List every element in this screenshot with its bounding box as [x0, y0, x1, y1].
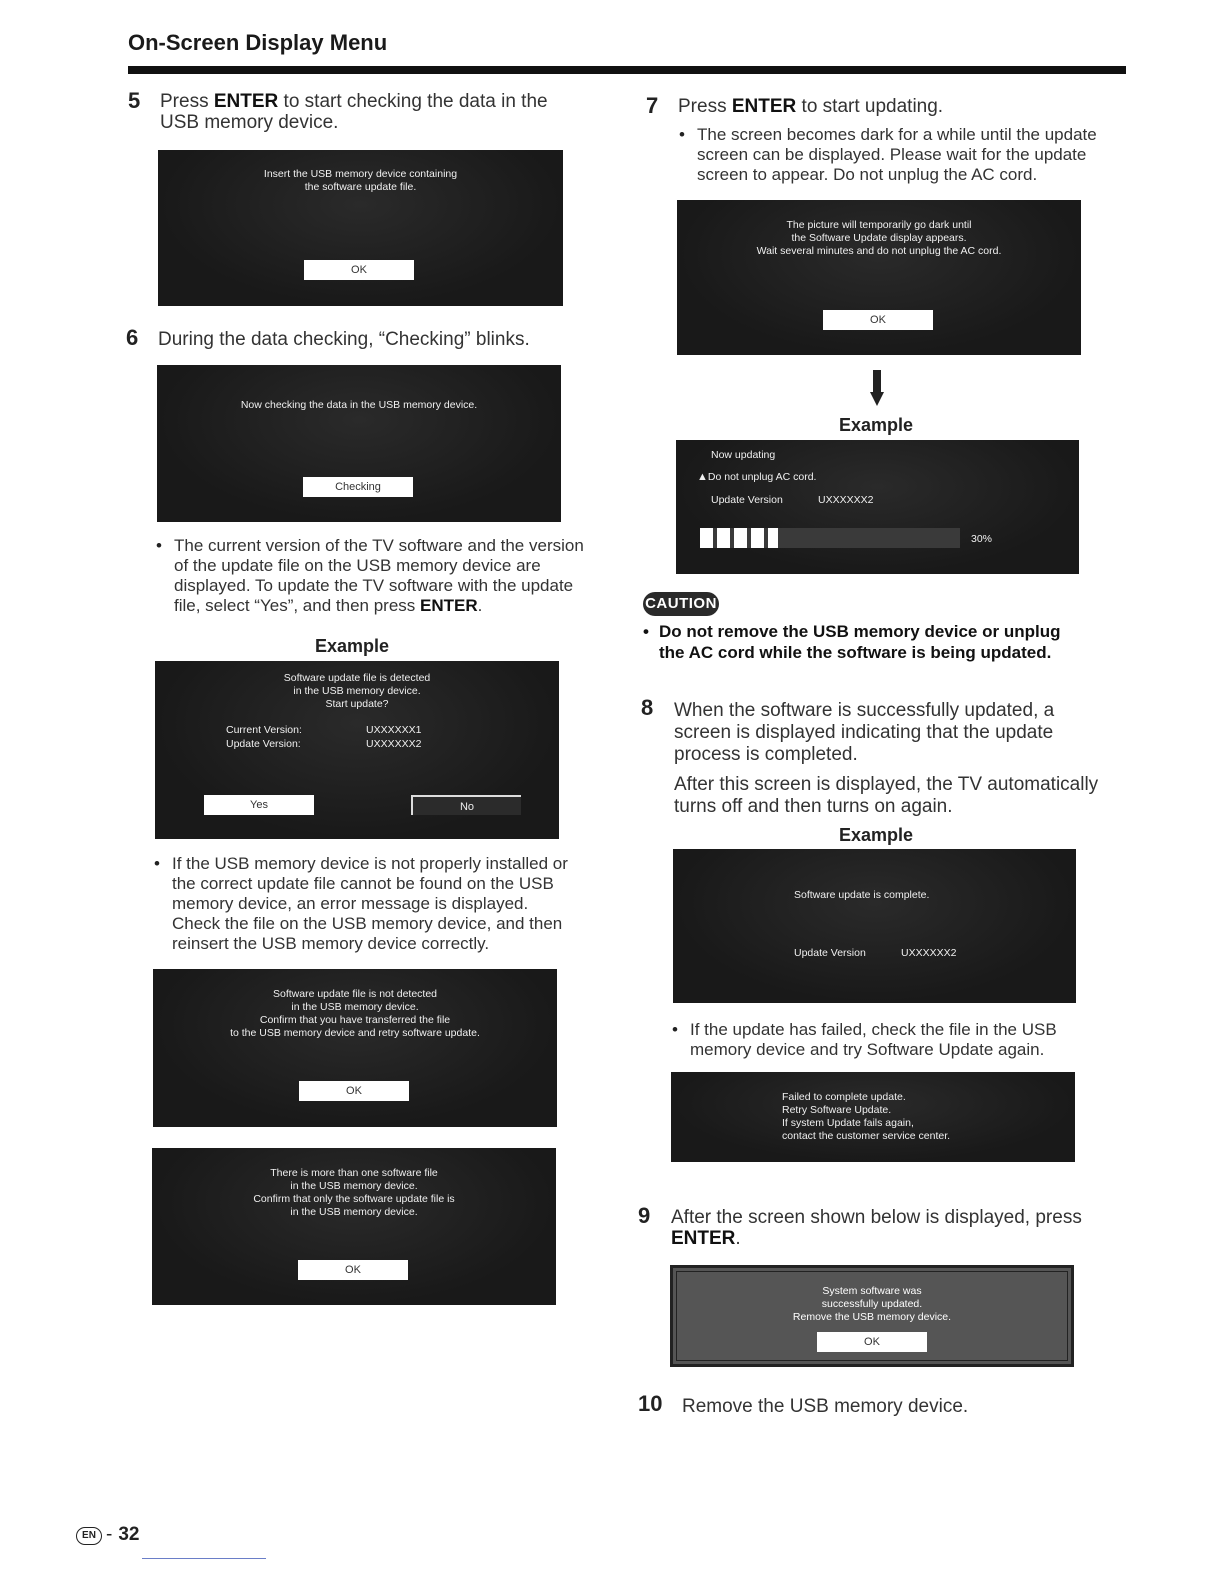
yes-button[interactable]: Yes — [204, 795, 314, 815]
screen-message: There is more than one software file in the USB memory device. Confirm that only the software update file is in the USB memory device. — [253, 1167, 455, 1218]
step-number: 7 — [646, 93, 659, 118]
current-version-value: UXXXXXX1 — [366, 724, 422, 736]
step-9-text: After the screen shown below is displayed, press ENTER. — [671, 1207, 1082, 1249]
ok-button[interactable]: OK — [817, 1332, 927, 1352]
ok-button[interactable]: OK — [299, 1081, 409, 1101]
step-6-text: During the data checking, “Checking” blinks. — [158, 329, 530, 350]
step-number: 10 — [638, 1391, 663, 1416]
screen-message: Software update file is not detected in the USB memory device. Confirm that you have transferred the file to the USB memory device and retry software update. — [230, 988, 480, 1039]
example-label: Example — [314, 636, 390, 656]
ok-button[interactable]: OK — [298, 1260, 408, 1280]
screen-file-not-detected — [153, 969, 557, 1127]
step-number: 8 — [641, 695, 654, 720]
update-version-value: UXXXXXX2 — [818, 494, 874, 506]
step-8-text: When the software is successfully updated, a screen is displayed indicating that the update process is completed. After this screen is displayed, the TV automatically turns off and then turns on again. — [674, 700, 1099, 817]
update-version-label: Update Version — [711, 494, 783, 506]
page-section-title: On-Screen Display Menu — [128, 30, 388, 55]
screen-message: Insert the USB memory device containing the software update file. — [263, 168, 458, 193]
checking-button[interactable]: Checking — [303, 477, 413, 497]
screen-update-complete — [673, 849, 1076, 1003]
screen-multiple-files — [152, 1148, 556, 1305]
progress-fill — [700, 528, 778, 548]
step-number: 5 — [128, 88, 141, 113]
screen-update-detected — [155, 661, 559, 839]
ok-button[interactable]: OK — [823, 310, 933, 330]
update-version-value: UXXXXXX2 — [366, 738, 422, 750]
footer-divider — [142, 1558, 266, 1559]
screen-message: The picture will temporarily go dark until the Software Update display appears. Wait several minutes and do not unplug the AC cord. — [756, 219, 1002, 257]
screen-update-success — [670, 1265, 1074, 1367]
header-rule — [128, 66, 1126, 74]
step-number: 6 — [126, 325, 139, 350]
warning-line: ▲Do not unplug AC cord. — [697, 471, 817, 483]
bullet-error-info: • If the USB memory device is not properly installed or the correct update file cannot be found on the USB memory device, an error message is displayed. Check the file on the USB memory device, and then reinsert the USB memory device correctly. — [154, 854, 622, 954]
example-label: Example — [838, 825, 914, 845]
step-7-text: Press ENTER to start updating. — [678, 96, 944, 117]
screen-message: Failed to complete update. Retry Software Update. If system Update fails again, contact the customer service center. — [782, 1091, 951, 1142]
screen-checking — [157, 365, 561, 522]
language-badge: EN — [76, 1527, 102, 1545]
update-version-value: UXXXXXX2 — [901, 947, 957, 959]
screen-message: Software update file is detected in the USB memory device. Start update? — [283, 672, 431, 710]
arrow-down-icon — [870, 370, 884, 406]
update-version-label: Update Version — [794, 947, 866, 959]
now-updating-text: Now updating — [711, 449, 776, 461]
screen-message: System software was successfully updated. Remove the USB memory device. — [792, 1285, 952, 1323]
ok-button[interactable]: OK — [304, 260, 414, 280]
screen-update-failed — [671, 1072, 1075, 1162]
example-label: Example — [838, 415, 914, 435]
screen-picture-dark-warning — [677, 200, 1081, 355]
bullet-update-failed: • If the update has failed, check the file in the USB memory device and try Software Update again. — [672, 1020, 1130, 1060]
no-button[interactable]: No — [411, 795, 521, 815]
progress-track — [700, 528, 960, 548]
warning-icon: ▲ — [697, 471, 708, 483]
screen-insert-usb — [158, 150, 563, 306]
bullet-version-info: • The current version of the TV software and the version of the update file on the USB memory device are displayed. To update the TV software with the update file, select “Yes”, and then press ENTER. — [156, 536, 624, 616]
page-number: EN - 32 — [76, 1524, 139, 1546]
caution-badge: CAUTION — [643, 592, 719, 616]
progress-percent: 30% — [971, 533, 993, 545]
update-version-label: Update Version: — [226, 738, 301, 750]
complete-message: Software update is complete. — [794, 889, 930, 901]
bullet-dot: • — [643, 622, 649, 641]
step-10-text: Remove the USB memory device. — [682, 1396, 969, 1417]
step-5-text: Press ENTER to start checking the data in the USB memory device. — [160, 91, 548, 133]
step-number: 9 — [638, 1203, 651, 1228]
caution-text: • Do not remove the USB memory device or unplug the AC cord while the software is being updated. — [643, 622, 1061, 662]
screen-message: Now checking the data in the USB memory device. — [240, 399, 478, 411]
current-version-label: Current Version: — [226, 724, 302, 736]
screen-now-updating — [676, 440, 1079, 574]
bullet-screen-dark: • The screen becomes dark for a while until the update screen can be displayed. Please wait for the update screen to appear. Do not unplug the AC cord. — [679, 125, 1137, 185]
